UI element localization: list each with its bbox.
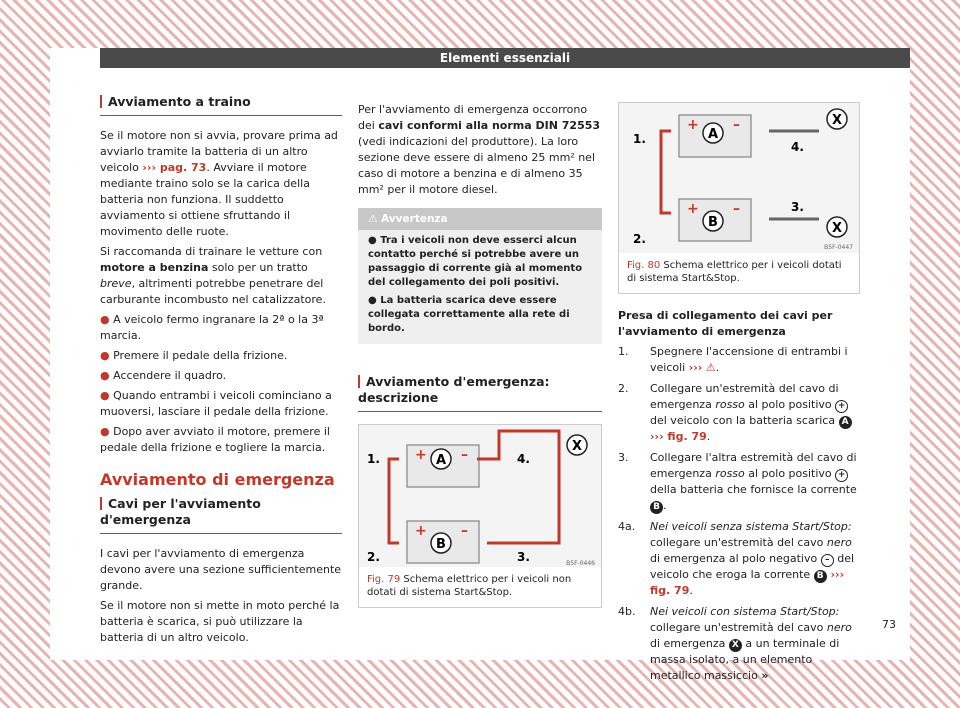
figure-79-diagram <box>359 425 601 567</box>
figure-80 <box>618 102 860 294</box>
manual-page <box>50 48 910 682</box>
label-step-2: 2. <box>367 550 380 564</box>
label-x: X <box>571 439 583 454</box>
cables-paragraph-1: I cavi per l'avviamento di emergenza devono avere una sezione sufficientemente grande. <box>100 547 342 592</box>
ground-x-top: X <box>831 113 843 128</box>
label-b: B <box>436 537 446 552</box>
svg-text:–: – <box>461 523 468 539</box>
label-step-1: 1. <box>367 452 380 466</box>
svg-text:–: – <box>733 201 740 217</box>
label-step-4: 4. <box>791 140 804 154</box>
column-middle <box>358 102 602 608</box>
battery-a-badge: A <box>839 416 852 429</box>
bullet-icon: ● <box>100 313 114 326</box>
label-a: A <box>707 127 719 142</box>
step-3: 3. Collegare l'altra estremità del cavo di emergenza rosso al polo positivo + della batteria che fornisce la corrente B . <box>618 451 857 512</box>
label-step-1: 1. <box>633 132 646 146</box>
list-item: ● Quando entrambi i veicoli cominciano a muoversi, lasciare il pedale della frizione. <box>100 389 332 418</box>
battery-b-badge: B <box>814 570 827 583</box>
list-item: ● Accendere il quadro. <box>100 369 227 382</box>
list-item: ● Dopo aver avviato il motore, premere il pedale della frizione e togliere la marcia. <box>100 425 330 454</box>
cables-paragraph-2: Se il motore non si mette in moto perché la batteria è scarica, si può utilizzare la batteria di un altro veicolo. <box>100 599 340 644</box>
label-step-3: 3. <box>791 200 804 214</box>
subsection-title-cables: Cavi per l'avviamento d'emergenza <box>100 496 342 534</box>
page-header: Elementi essenziali <box>100 48 910 68</box>
label-step-3: 3. <box>517 550 530 564</box>
svg-text:+: + <box>415 523 427 539</box>
warning-triangle-icon: ⚠ <box>705 361 716 374</box>
tow-paragraph-2: Si raccomanda di trainare le vetture con motore a benzina solo per un tratto breve, altrimenti potrebbe penetrare del carburante incombusto nel catalizzatore. <box>100 245 326 306</box>
bullet-icon: ● <box>100 425 114 438</box>
figure-79-caption: Fig. 79 Schema elettrico per i veicoli non dotati di sistema Start&Stop. <box>367 574 572 598</box>
warning-header: ⚠ Avvertenza <box>358 208 602 230</box>
svg-text:–: – <box>461 447 468 463</box>
step-1: 1. Spegnere l'accensione di entrambi i veicoli ››› ⚠. <box>618 345 848 374</box>
label-a: A <box>435 453 447 468</box>
page-number: 73 <box>882 618 896 631</box>
negative-pole-badge: – <box>821 554 834 567</box>
ground-x-bottom: X <box>831 221 843 236</box>
list-item: ● Premere il pedale della frizione. <box>100 349 288 362</box>
figure-79 <box>358 424 602 608</box>
svg-text:+: + <box>687 201 699 217</box>
svg-text:–: – <box>733 117 740 133</box>
figure-reference-link[interactable]: ››› fig. 79 <box>650 568 845 597</box>
bullet-icon: ● <box>100 369 114 382</box>
step-2: 2. Collegare un'estremità del cavo di emergenza rosso al polo positivo + del veicolo con la batteria scarica A ››› fig. 79. <box>618 381 860 445</box>
step-4b: 4b. Nei veicoli con sistema Start/Stop: collegare un'estremità del cavo nero di emergenza X a un terminale di massa isolato, a un elemento metallico massiccio » <box>618 605 852 682</box>
warning-box <box>358 208 602 344</box>
jump-start-diagram-startstop <box>619 103 859 253</box>
procedure-title: Presa di collegamento dei cavi per l'avviamento di emergenza <box>618 309 833 338</box>
tow-paragraph-1: Se il motore non si avvia, provare prima ad avviarlo tramite la batteria di un altro veicolo ››› pag. 73. Avviare il motore mediante traino solo se la carica della batteria non funziona. Il suddetto avviamento si ottiene sfruttando il movimento delle ruote. <box>100 129 338 238</box>
figure-80-diagram <box>619 103 859 253</box>
svg-text:+: + <box>687 117 699 133</box>
battery-b-badge: B <box>650 501 663 514</box>
figure-80-caption: Fig. 80 Schema elettrico per i veicoli dotati di sistema Start&Stop. <box>627 260 842 284</box>
continue-chevron-icon: » <box>761 669 769 682</box>
figure-reference-link[interactable]: ››› fig. 79 <box>650 430 707 443</box>
positive-pole-badge: + <box>835 400 848 413</box>
section-title-emergency: Avviamento di emergenza <box>100 470 335 489</box>
figure-code: B5F-0447 <box>824 244 853 251</box>
bullet-icon: ● <box>100 349 114 362</box>
label-step-4: 4. <box>517 452 530 466</box>
warning-item: ● La batteria scarica deve essere collegata correttamente alla rete di bordo. <box>368 295 570 334</box>
column-right <box>618 102 860 689</box>
warning-icon: ⚠ <box>368 213 382 225</box>
red-cable-2 <box>477 431 559 543</box>
tow-bullet-list <box>100 312 342 456</box>
warning-item: ● Tra i veicoli non deve esserci alcun contatto perché si potrebbe avere un passaggio di corrente già al momento del collegamento dei poli positivi. <box>368 235 583 288</box>
step-reference-link[interactable]: ››› <box>688 361 703 374</box>
positive-pole-badge: + <box>835 469 848 482</box>
procedure-steps <box>618 308 860 684</box>
cables-paragraph-3: Per l'avviamento di emergenza occorrono dei cavi conformi alla norma DIN 72553 (vedi indicazioni del produttore). La loro sezione deve essere di almeno 25 mm² nel caso di motore a benzina e di almeno 35 mm² per il motore diesel. <box>358 103 601 196</box>
jump-start-diagram-no-startstop <box>359 425 601 567</box>
step-4a: 4a. Nei veicoli senza sistema Start/Stop: collegare un'estremità del cavo nero di emergenza al polo negativo – del veicolo che eroga la corrente B ››› fig. 79. <box>618 520 855 597</box>
section-title-tow: Avviamento a traino <box>100 94 342 116</box>
section-title-description: Avviamento d'emergenza: descrizione <box>358 374 602 412</box>
svg-text:+: + <box>415 447 427 463</box>
ground-x-badge: X <box>729 639 742 652</box>
red-cable <box>661 131 671 213</box>
red-cable <box>389 459 399 543</box>
bullet-icon: ● <box>100 389 114 402</box>
figure-code: B5F-0446 <box>566 560 595 567</box>
label-b: B <box>708 215 718 230</box>
page-reference-link[interactable]: ››› pag. 73 <box>142 161 207 174</box>
label-step-2: 2. <box>633 232 646 246</box>
list-item: ● A veicolo fermo ingranare la 2ª o la 3ª marcia. <box>100 313 324 342</box>
column-left <box>100 94 342 650</box>
